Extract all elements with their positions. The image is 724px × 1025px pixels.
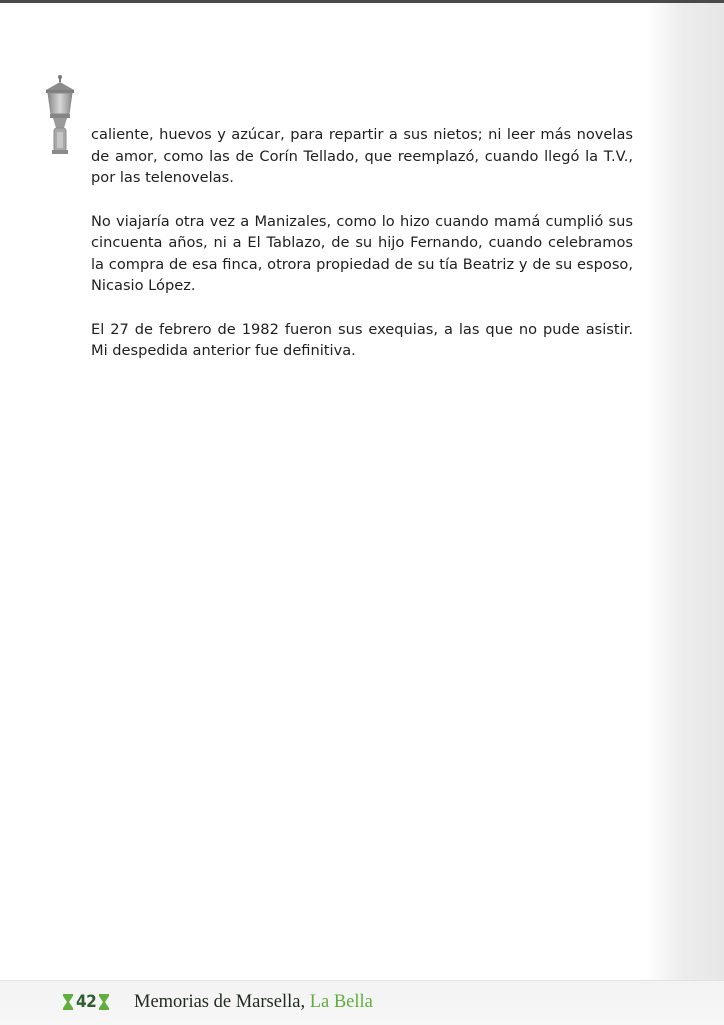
hourglass-icon <box>99 994 109 1010</box>
paragraph: No viajaría otra vez a Manizales, como lo hizo cuando mamá cumplió sus cincuenta años, ni a El Tablazo, de su hijo Fernando, cuando celebramos la compra de esa finca, otrora propiedad de su tía Beatriz y de su esposo, Nicasio López. <box>91 212 633 294</box>
paragraph: caliente, huevos y azúcar, para repartir a sus nietos; ni leer más novelas de amor, como las de Corín Tellado, que reemplazó, cuando llegó la T.V., por las telenovelas. <box>91 126 633 186</box>
body-text <box>91 124 633 384</box>
paragraph: El 27 de febrero de 1982 fueron sus exequias, a las que no pude asistir. Mi despedida anterior fue definitiva. <box>91 320 633 359</box>
page-number: 42 <box>76 992 97 1012</box>
street-lamp-icon <box>42 74 78 156</box>
book-title-main: Memorias de Marsella, <box>134 992 306 1012</box>
hourglass-icon <box>63 994 73 1010</box>
book-title-sub: La Bella <box>309 992 373 1012</box>
running-footer-title <box>134 991 373 1013</box>
top-rule <box>0 0 724 3</box>
page-marker <box>63 991 109 1013</box>
page-edge-shadow <box>646 3 724 980</box>
